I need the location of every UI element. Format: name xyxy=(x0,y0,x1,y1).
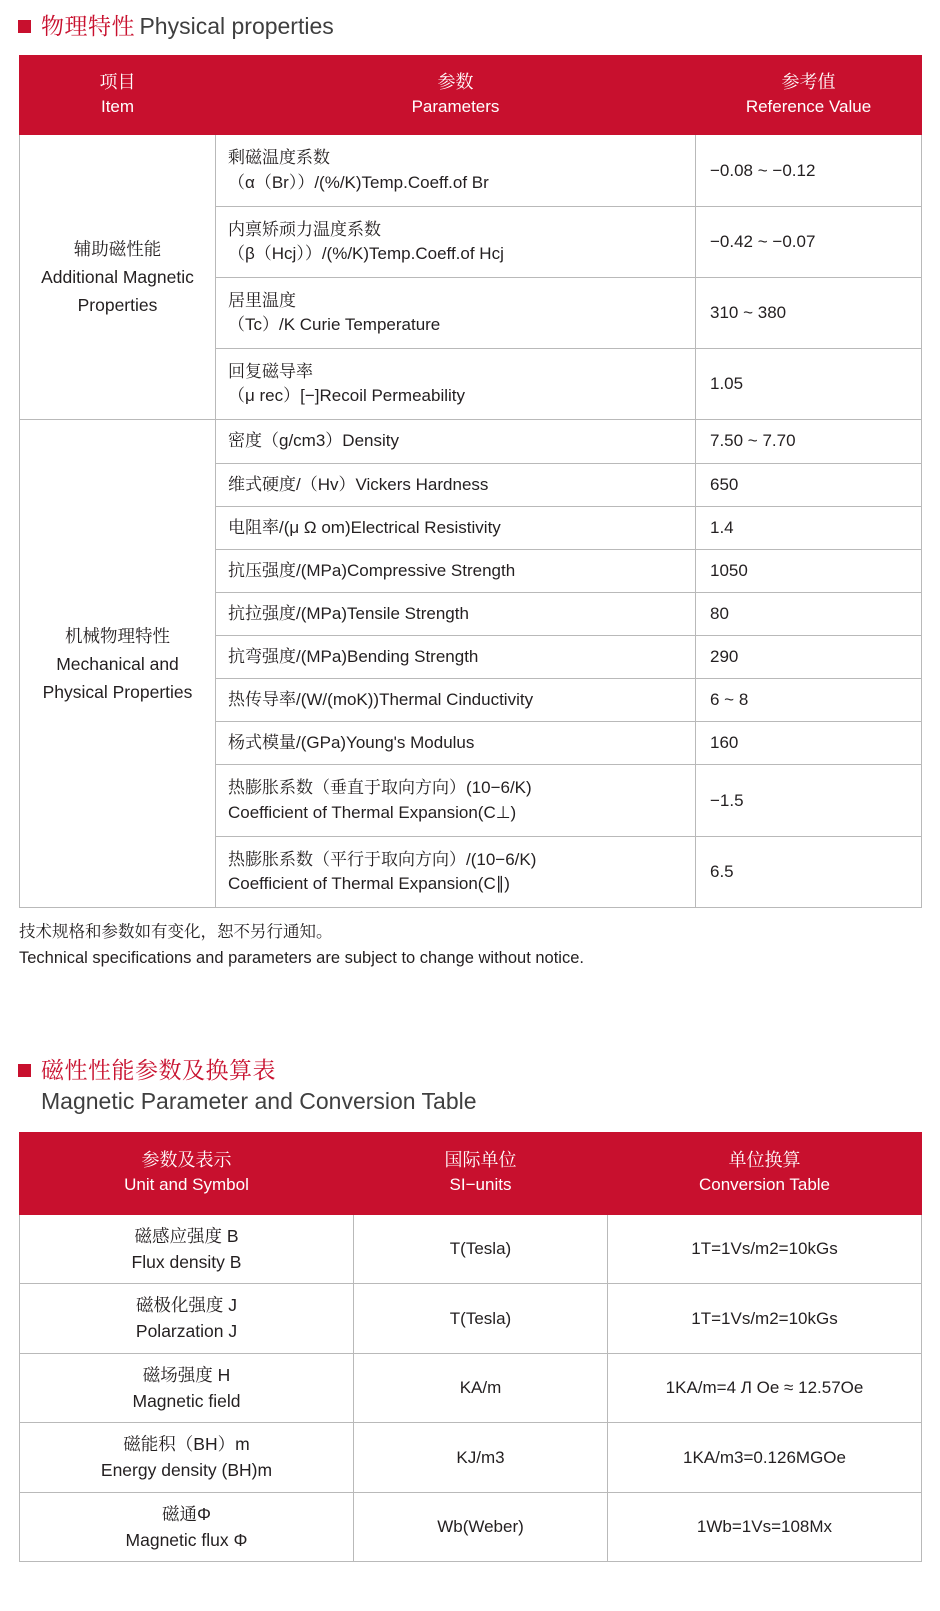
disclaimer-en: Technical specifications and parameters are subject to change without notice. xyxy=(19,948,584,967)
row-category-mechanical-physical: 机械物理特性 Mechanical and Physical Properties xyxy=(20,420,216,908)
row-parameter: 热膨胀系数（垂直于取向方向）(10−6/K) Coefficient of Thermal Expansion(C⊥) xyxy=(216,765,696,836)
table-row xyxy=(20,1214,922,1284)
row-conversion: 1KA/m3=0.126MGOe xyxy=(608,1423,922,1493)
table-header-si-units: 国际单位 SI−units xyxy=(354,1132,608,1214)
row-conversion: 1T=1Vs/m2=10kGs xyxy=(608,1284,922,1354)
row-parameter-name: 磁能积（BH）m Energy density (BH)m xyxy=(20,1423,354,1493)
row-value: 290 xyxy=(696,636,922,679)
row-value: 310 ~ 380 xyxy=(696,277,922,348)
row-conversion: 1KA/m=4 Л Oe ≈ 12.57Oe xyxy=(608,1353,922,1423)
table-header-row xyxy=(20,1132,922,1214)
row-parameter-name: 磁极化强度 J Polarzation J xyxy=(20,1284,354,1354)
table-header-reference-value: 参考值 Reference Value xyxy=(696,55,922,135)
row-value: 1050 xyxy=(696,549,922,592)
row-parameter: 杨式模量/(GPa)Young's Modulus xyxy=(216,722,696,765)
row-parameter: 抗拉强度/(MPa)Tensile Strength xyxy=(216,592,696,635)
row-parameter: 热传导率/(W/(moK))Thermal Cinductivity xyxy=(216,679,696,722)
row-parameter: 热膨胀系数（平行于取向方向）/(10−6/K) Coefficient of Thermal Expansion(C∥) xyxy=(216,836,696,907)
table-row xyxy=(20,1353,922,1423)
row-parameter: 剩磁温度系数 （α（Br））/(%/K)Temp.Coeff.of Br xyxy=(216,135,696,206)
section2-heading-en: Magnetic Parameter and Conversion Table xyxy=(41,1088,477,1115)
disclaimer-note xyxy=(19,920,921,971)
row-value: 650 xyxy=(696,463,922,506)
row-parameter-name: 磁场强度 H Magnetic field xyxy=(20,1353,354,1423)
table-row xyxy=(20,1284,922,1354)
table-row xyxy=(20,135,922,206)
magnetic-conversion-table xyxy=(19,1132,922,1562)
physical-properties-table xyxy=(19,55,922,908)
row-value: 6.5 xyxy=(696,836,922,907)
table-header-parameters: 参数 Parameters xyxy=(216,55,696,135)
row-parameter: 抗弯强度/(MPa)Bending Strength xyxy=(216,636,696,679)
row-value: 1.4 xyxy=(696,506,922,549)
row-value: 6 ~ 8 xyxy=(696,679,922,722)
row-conversion: 1Wb=1Vs=108Mx xyxy=(608,1492,922,1562)
table-row xyxy=(20,420,922,463)
row-si-unit: KJ/m3 xyxy=(354,1423,608,1493)
square-bullet-icon xyxy=(18,1064,31,1077)
disclaimer-cn: 技术规格和参数如有变化，恕不另行通知。 xyxy=(19,922,333,941)
square-bullet-icon xyxy=(18,20,31,33)
row-si-unit: Wb(Weber) xyxy=(354,1492,608,1562)
row-parameter: 抗压强度/(MPa)Compressive Strength xyxy=(216,549,696,592)
row-value: −1.5 xyxy=(696,765,922,836)
row-value: −0.42 ~ −0.07 xyxy=(696,206,922,277)
row-parameter: 维式硬度/（Hv）Vickers Hardness xyxy=(216,463,696,506)
section-heading-magnetic-conversion xyxy=(0,1044,940,1116)
row-si-unit: T(Tesla) xyxy=(354,1214,608,1284)
table-header-conversion: 单位换算 Conversion Table xyxy=(608,1132,922,1214)
row-value: 7.50 ~ 7.70 xyxy=(696,420,922,463)
section-spacer xyxy=(0,970,940,1044)
row-parameter: 电阻率/(μ Ω om)Electrical Resistivity xyxy=(216,506,696,549)
row-parameter-name: 磁通Φ Magnetic flux Φ xyxy=(20,1492,354,1562)
table-header-row xyxy=(20,55,922,135)
section-heading-cn: 物理特性 xyxy=(41,13,135,39)
row-category-additional-magnetic: 辅助磁性能 Additional Magnetic Properties xyxy=(20,135,216,420)
row-parameter-name: 磁感应强度 B Flux density B xyxy=(20,1214,354,1284)
row-parameter: 内禀矫顽力温度系数 （β（Hcj））/(%/K)Temp.Coeff.of Hcj xyxy=(216,206,696,277)
table-header-unit-symbol: 参数及表示 Unit and Symbol xyxy=(20,1132,354,1214)
table-row xyxy=(20,1492,922,1562)
row-parameter: 回复磁导率 （μ rec）[−]Recoil Permeability xyxy=(216,349,696,420)
row-value: 80 xyxy=(696,592,922,635)
row-value: −0.08 ~ −0.12 xyxy=(696,135,922,206)
row-conversion: 1T=1Vs/m2=10kGs xyxy=(608,1214,922,1284)
table-row xyxy=(20,1423,922,1493)
row-parameter: 居里温度 （Tc）/K Curie Temperature xyxy=(216,277,696,348)
row-value: 1.05 xyxy=(696,349,922,420)
row-value: 160 xyxy=(696,722,922,765)
section2-heading-cn: 磁性性能参数及换算表 xyxy=(41,1057,276,1084)
table-header-item: 项目 Item xyxy=(20,55,216,135)
row-parameter: 密度（g/cm3）Density xyxy=(216,420,696,463)
row-si-unit: KA/m xyxy=(354,1353,608,1423)
section-heading-en: Physical properties xyxy=(139,13,334,39)
row-si-unit: T(Tesla) xyxy=(354,1284,608,1354)
section-heading-physical-properties xyxy=(0,0,940,41)
